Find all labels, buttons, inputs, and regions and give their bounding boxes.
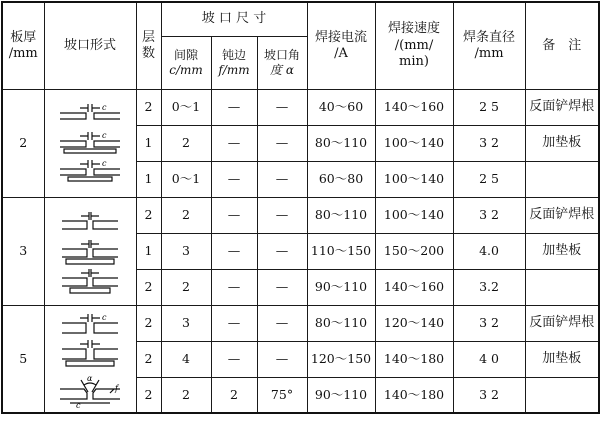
groove-diagram-2mm [44,89,136,197]
remark-cell [525,377,599,413]
remark-cell [525,161,599,197]
svg-text:c: c [102,312,107,322]
butt-joint-backing-icon [62,240,118,264]
gap-cell: 0～1 [161,89,211,125]
electrode-cell: 3.2 [453,269,525,305]
speed-cell: 100～140 [375,161,453,197]
blunt-cell: — [211,341,257,377]
svg-text:c: c [102,103,107,112]
gap-cell: 2 [161,377,211,413]
gap-cell: 0～1 [161,161,211,197]
svg-text:c: c [76,400,81,409]
gap-cell: 2 [161,197,211,233]
header-layers: 层 数 [136,2,161,89]
header-blunt: 钝边 f/mm [211,36,257,89]
v-groove-joint-icon [60,380,120,403]
svg-text:c: c [102,159,107,168]
blunt-cell: — [211,89,257,125]
layers-cell: 2 [136,305,161,341]
angle-cell: — [257,161,307,197]
groove-diagram-3mm [44,197,136,305]
layers-cell: 2 [136,377,161,413]
header-groove-form: 坡口形式 [44,2,136,89]
table-row [2,89,599,125]
angle-cell: — [257,269,307,305]
blunt-cell: 2 [211,377,257,413]
header-groove-size: 坡 口 尺 寸 [161,2,307,36]
thickness-cell: 3 [2,197,44,305]
speed-cell: 120～140 [375,305,453,341]
remark-cell: 加垫板 [525,341,599,377]
blunt-cell: — [211,161,257,197]
butt-joint-lap-icon [62,269,118,293]
angle-cell: — [257,125,307,161]
gap-cell: 4 [161,341,211,377]
gap-cell: 2 [161,125,211,161]
angle-cell: 75° [257,377,307,413]
electrode-cell: 3 2 [453,125,525,161]
layers-cell: 2 [136,89,161,125]
butt-joint-square-icon [62,314,118,333]
butt-joint-backing-icon [60,132,120,153]
speed-cell: 150～200 [375,233,453,269]
speed-cell: 140～160 [375,89,453,125]
angle-cell: — [257,305,307,341]
layers-cell: 2 [136,269,161,305]
butt-joint-square-icon [62,212,118,229]
current-cell: 40～60 [307,89,375,125]
butt-joint-backing-icon [62,340,118,366]
electrode-cell: 3 2 [453,197,525,233]
svg-text:α: α [87,373,93,383]
angle-cell: — [257,197,307,233]
current-cell: 90～110 [307,377,375,413]
layers-cell: 1 [136,125,161,161]
remark-cell: 加垫板 [525,125,599,161]
gap-cell: 3 [161,305,211,341]
current-cell: 110～150 [307,233,375,269]
current-cell: 90～110 [307,269,375,305]
angle-cell: — [257,89,307,125]
blunt-cell: — [211,125,257,161]
layers-cell: 1 [136,233,161,269]
electrode-cell: 3 2 [453,377,525,413]
header-thickness: 板厚 /mm [2,2,44,89]
current-cell: 120～150 [307,341,375,377]
butt-joint-lap-icon [60,160,120,181]
remark-cell: 反面铲焊根 [525,89,599,125]
svg-text:c: c [102,131,107,140]
header-remarks: 备 注 [525,2,599,89]
butt-joint-square-icon [60,104,120,119]
remark-cell: 反面铲焊根 [525,305,599,341]
blunt-cell: — [211,233,257,269]
layers-cell: 2 [136,341,161,377]
layers-cell: 2 [136,197,161,233]
thickness-cell: 2 [2,89,44,197]
table-row [2,197,599,233]
table-row [2,305,599,341]
electrode-cell: 2 5 [453,89,525,125]
speed-cell: 100～140 [375,197,453,233]
current-cell: 80～110 [307,305,375,341]
electrode-cell: 4 0 [453,341,525,377]
header-gap: 间隙 c/mm [161,36,211,89]
electrode-cell: 2 5 [453,161,525,197]
header-angle: 坡口角 度 α [257,36,307,89]
current-cell: 80～110 [307,125,375,161]
remark-cell: 加垫板 [525,233,599,269]
speed-cell: 140～180 [375,377,453,413]
blunt-cell: — [211,269,257,305]
gap-cell: 3 [161,233,211,269]
thickness-cell: 5 [2,305,44,413]
angle-cell: — [257,341,307,377]
speed-cell: 140～180 [375,341,453,377]
header-current: 焊接电流 /A [307,2,375,89]
remark-cell [525,269,599,305]
current-cell: 80～110 [307,197,375,233]
electrode-cell: 4.0 [453,233,525,269]
svg-text:f: f [115,383,118,393]
speed-cell: 100～140 [375,125,453,161]
current-cell: 60～80 [307,161,375,197]
blunt-cell: — [211,305,257,341]
angle-cell: — [257,233,307,269]
header-electrode: 焊条直径 /mm [453,2,525,89]
layers-cell: 1 [136,161,161,197]
speed-cell: 140～160 [375,269,453,305]
header-speed: 焊接速度 /(mm/ min) [375,2,453,89]
gap-cell: 2 [161,269,211,305]
remark-cell: 反面铲焊根 [525,197,599,233]
electrode-cell: 3 2 [453,305,525,341]
groove-diagram-5mm [44,305,136,413]
welding-parameter-table [1,1,598,419]
blunt-cell: — [211,197,257,233]
